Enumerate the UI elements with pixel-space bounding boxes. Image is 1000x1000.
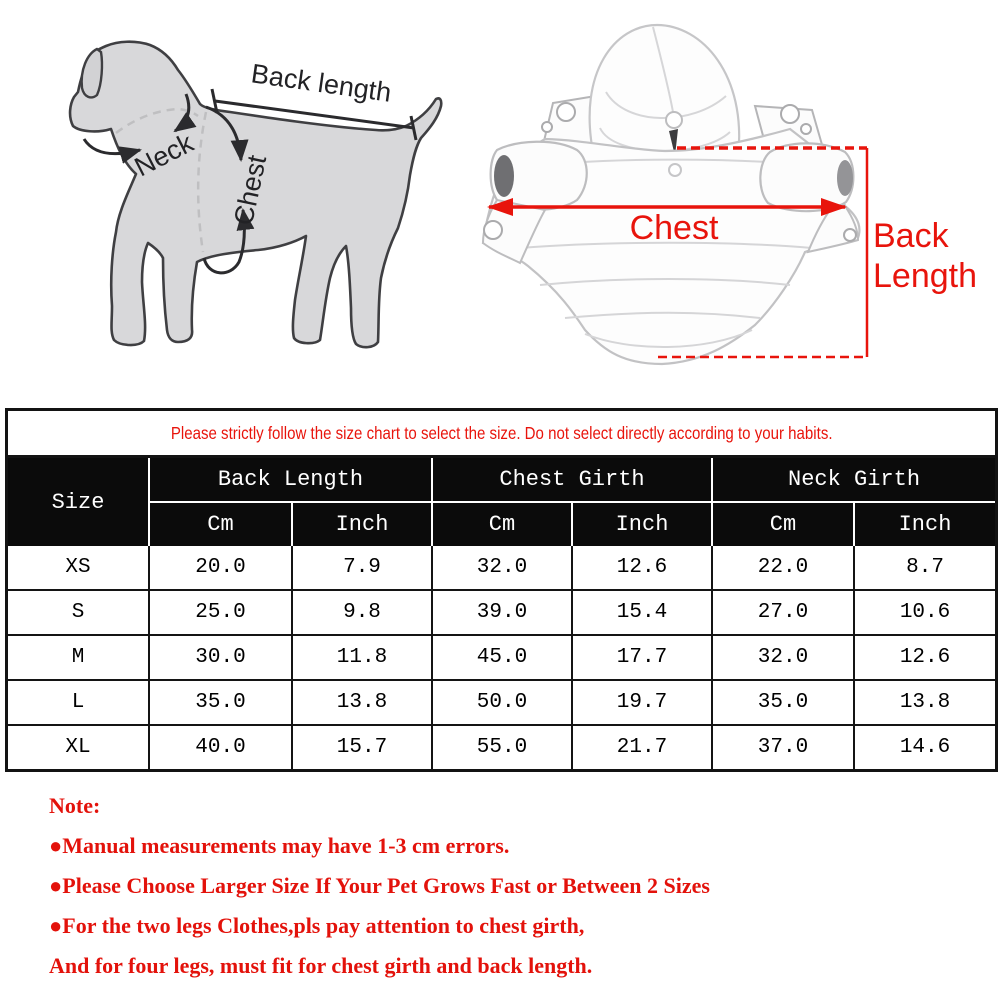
warning-row (8, 411, 995, 458)
cell-chest-cm: 45.0 (433, 636, 573, 681)
cell-back-cm: 35.0 (150, 681, 293, 726)
cell-size: XL (8, 726, 150, 769)
column-header-back-length: Back Length (150, 458, 433, 503)
right-flap-snap (844, 229, 856, 241)
dog-measurement-diagram (0, 0, 470, 400)
note-line-2: ●Please Choose Larger Size If Your Pet Grows Fast or Between 2 Sizes (49, 873, 710, 898)
table-row-xl (8, 726, 995, 769)
cell-neck-inch: 14.6 (855, 726, 995, 769)
cell-size: S (8, 591, 150, 636)
table-row-s (8, 591, 995, 636)
cell-chest-cm: 32.0 (433, 546, 573, 591)
left-armhole-opening (494, 155, 514, 197)
cell-chest-cm: 55.0 (433, 726, 573, 769)
cell-neck-inch: 12.6 (855, 636, 995, 681)
cell-neck-cm: 37.0 (713, 726, 855, 769)
note-line-4: And for four legs, must fit for chest girth and back length. (49, 953, 593, 978)
table-row-l (8, 681, 995, 726)
cell-neck-cm: 22.0 (713, 546, 855, 591)
cell-chest-inch: 21.7 (573, 726, 713, 769)
note-line-1: ●Manual measurements may have 1-3 cm errors. (49, 833, 510, 858)
dog-ear-shape (82, 49, 102, 97)
cell-chest-inch: 19.7 (573, 681, 713, 726)
cell-chest-cm: 50.0 (433, 681, 573, 726)
unit-header-neck-cm: Cm (713, 503, 855, 546)
column-header-chest-girth: Chest Girth (433, 458, 713, 503)
dog-back-length-label: Back length (249, 58, 394, 108)
cell-neck-cm: 35.0 (713, 681, 855, 726)
cell-chest-inch: 15.4 (573, 591, 713, 636)
jacket-chest-label: Chest (629, 209, 719, 247)
notes-section (49, 786, 969, 986)
cell-back-inch: 11.8 (293, 636, 433, 681)
header-group-row (8, 458, 995, 503)
cell-neck-cm: 27.0 (713, 591, 855, 636)
right-armhole-opening (837, 160, 853, 196)
cell-neck-inch: 13.8 (855, 681, 995, 726)
hood-button (666, 112, 682, 128)
unit-header-neck-inch: Inch (855, 503, 995, 546)
body-center-button (669, 164, 681, 176)
unit-header-back-inch: Inch (293, 503, 433, 546)
cell-chest-cm: 39.0 (433, 591, 573, 636)
dog-chest-label: Chest (228, 152, 273, 228)
jacket-back-length-label-line2: Length (873, 257, 977, 295)
unit-header-back-cm: Cm (150, 503, 293, 546)
cell-back-cm: 30.0 (150, 636, 293, 681)
jacket-back-length-label-line1: Back (873, 217, 949, 255)
warning-text: Please strictly follow the size chart to select the size. Do not select directly according to your habits. (170, 422, 833, 443)
notes-heading: Note: (49, 793, 101, 818)
column-header-size: Size (8, 458, 150, 546)
left-flap-snap (484, 221, 502, 239)
cell-back-inch: 7.9 (293, 546, 433, 591)
cell-size: M (8, 636, 150, 681)
cell-neck-inch: 10.6 (855, 591, 995, 636)
cell-back-inch: 15.7 (293, 726, 433, 769)
table-row-m (8, 636, 995, 681)
table-row-xs (8, 546, 995, 591)
cell-chest-inch: 12.6 (573, 546, 713, 591)
cell-size: XS (8, 546, 150, 591)
note-line-3: ●For the two legs Clothes,pls pay attention to chest girth, (49, 913, 585, 938)
header-unit-row (8, 503, 995, 546)
column-header-neck-girth: Neck Girth (713, 458, 995, 503)
cell-back-inch: 13.8 (293, 681, 433, 726)
cell-neck-cm: 32.0 (713, 636, 855, 681)
warning-cell (8, 411, 995, 458)
cell-back-inch: 9.8 (293, 591, 433, 636)
cell-chest-inch: 17.7 (573, 636, 713, 681)
cell-size: L (8, 681, 150, 726)
size-chart-table (5, 408, 998, 772)
cell-back-cm: 25.0 (150, 591, 293, 636)
unit-header-chest-inch: Inch (573, 503, 713, 546)
cell-back-cm: 20.0 (150, 546, 293, 591)
jacket-measurement-diagram (470, 0, 1000, 400)
unit-header-chest-cm: Cm (433, 503, 573, 546)
cell-neck-inch: 8.7 (855, 546, 995, 591)
cell-back-cm: 40.0 (150, 726, 293, 769)
dog-neck-label: Neck (129, 127, 199, 183)
